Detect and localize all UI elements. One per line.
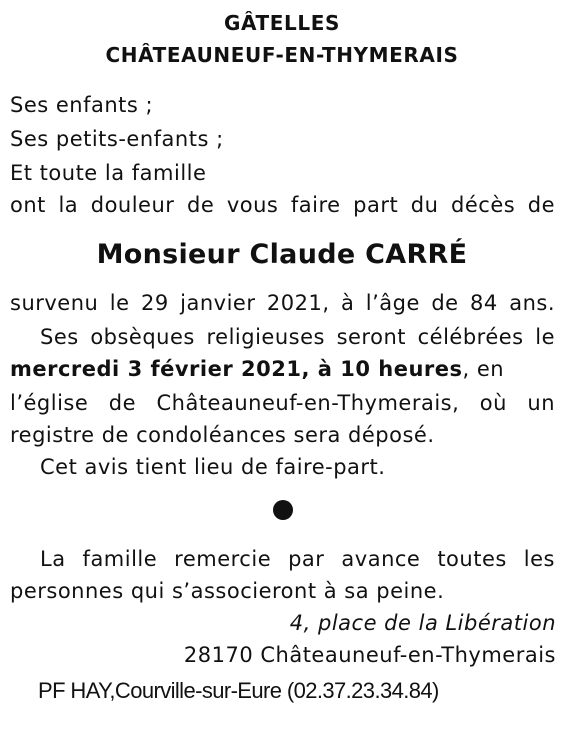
separator-bullet xyxy=(273,500,293,520)
address-street: 4, place de la Libération xyxy=(289,611,556,635)
funeral-home-contact: PF HAY,Courville-sur-Eure (02.37.23.34.84) xyxy=(38,678,439,703)
location-heading-village: GÂTELLES xyxy=(223,11,340,35)
condolence-register-line: registre de condoléances sera déposé. xyxy=(10,423,435,447)
location-heading-town: CHÂTEAUNEUF-EN-THYMERAIS xyxy=(105,43,459,67)
deceased-name: Monsieur Claude CARRÉ xyxy=(96,239,468,270)
death-date-line: survenu le 29 janvier 2021, à l’âge de 84 ans. xyxy=(10,291,555,315)
thanks-line-2: personnes qui s’associeront à sa peine. xyxy=(10,579,445,603)
mourner-line-grandchildren: Ses petits-enfants ; xyxy=(10,127,224,151)
mourner-line-family: Et toute la famille xyxy=(10,161,207,185)
mourner-line-children: Ses enfants ; xyxy=(10,93,154,117)
funeral-date-line xyxy=(10,356,504,382)
announcement-line: ont la douleur de vous faire part du décès de xyxy=(10,193,555,217)
funeral-place-line: l’église de Châteauneuf-en-Thymerais, où un xyxy=(10,391,555,415)
address-city: 28170 Châteauneuf-en-Thymerais xyxy=(183,643,556,667)
funeral-date-suffix: , en xyxy=(462,357,505,381)
thanks-line-1: La famille remercie par avance toutes les xyxy=(40,547,555,571)
funeral-date: mercredi 3 février 2021, à 10 heures xyxy=(10,357,463,381)
notice-statement: Cet avis tient lieu de faire-part. xyxy=(40,455,386,479)
funeral-line-1: Ses obsèques religieuses seront célébrées le xyxy=(40,325,555,349)
